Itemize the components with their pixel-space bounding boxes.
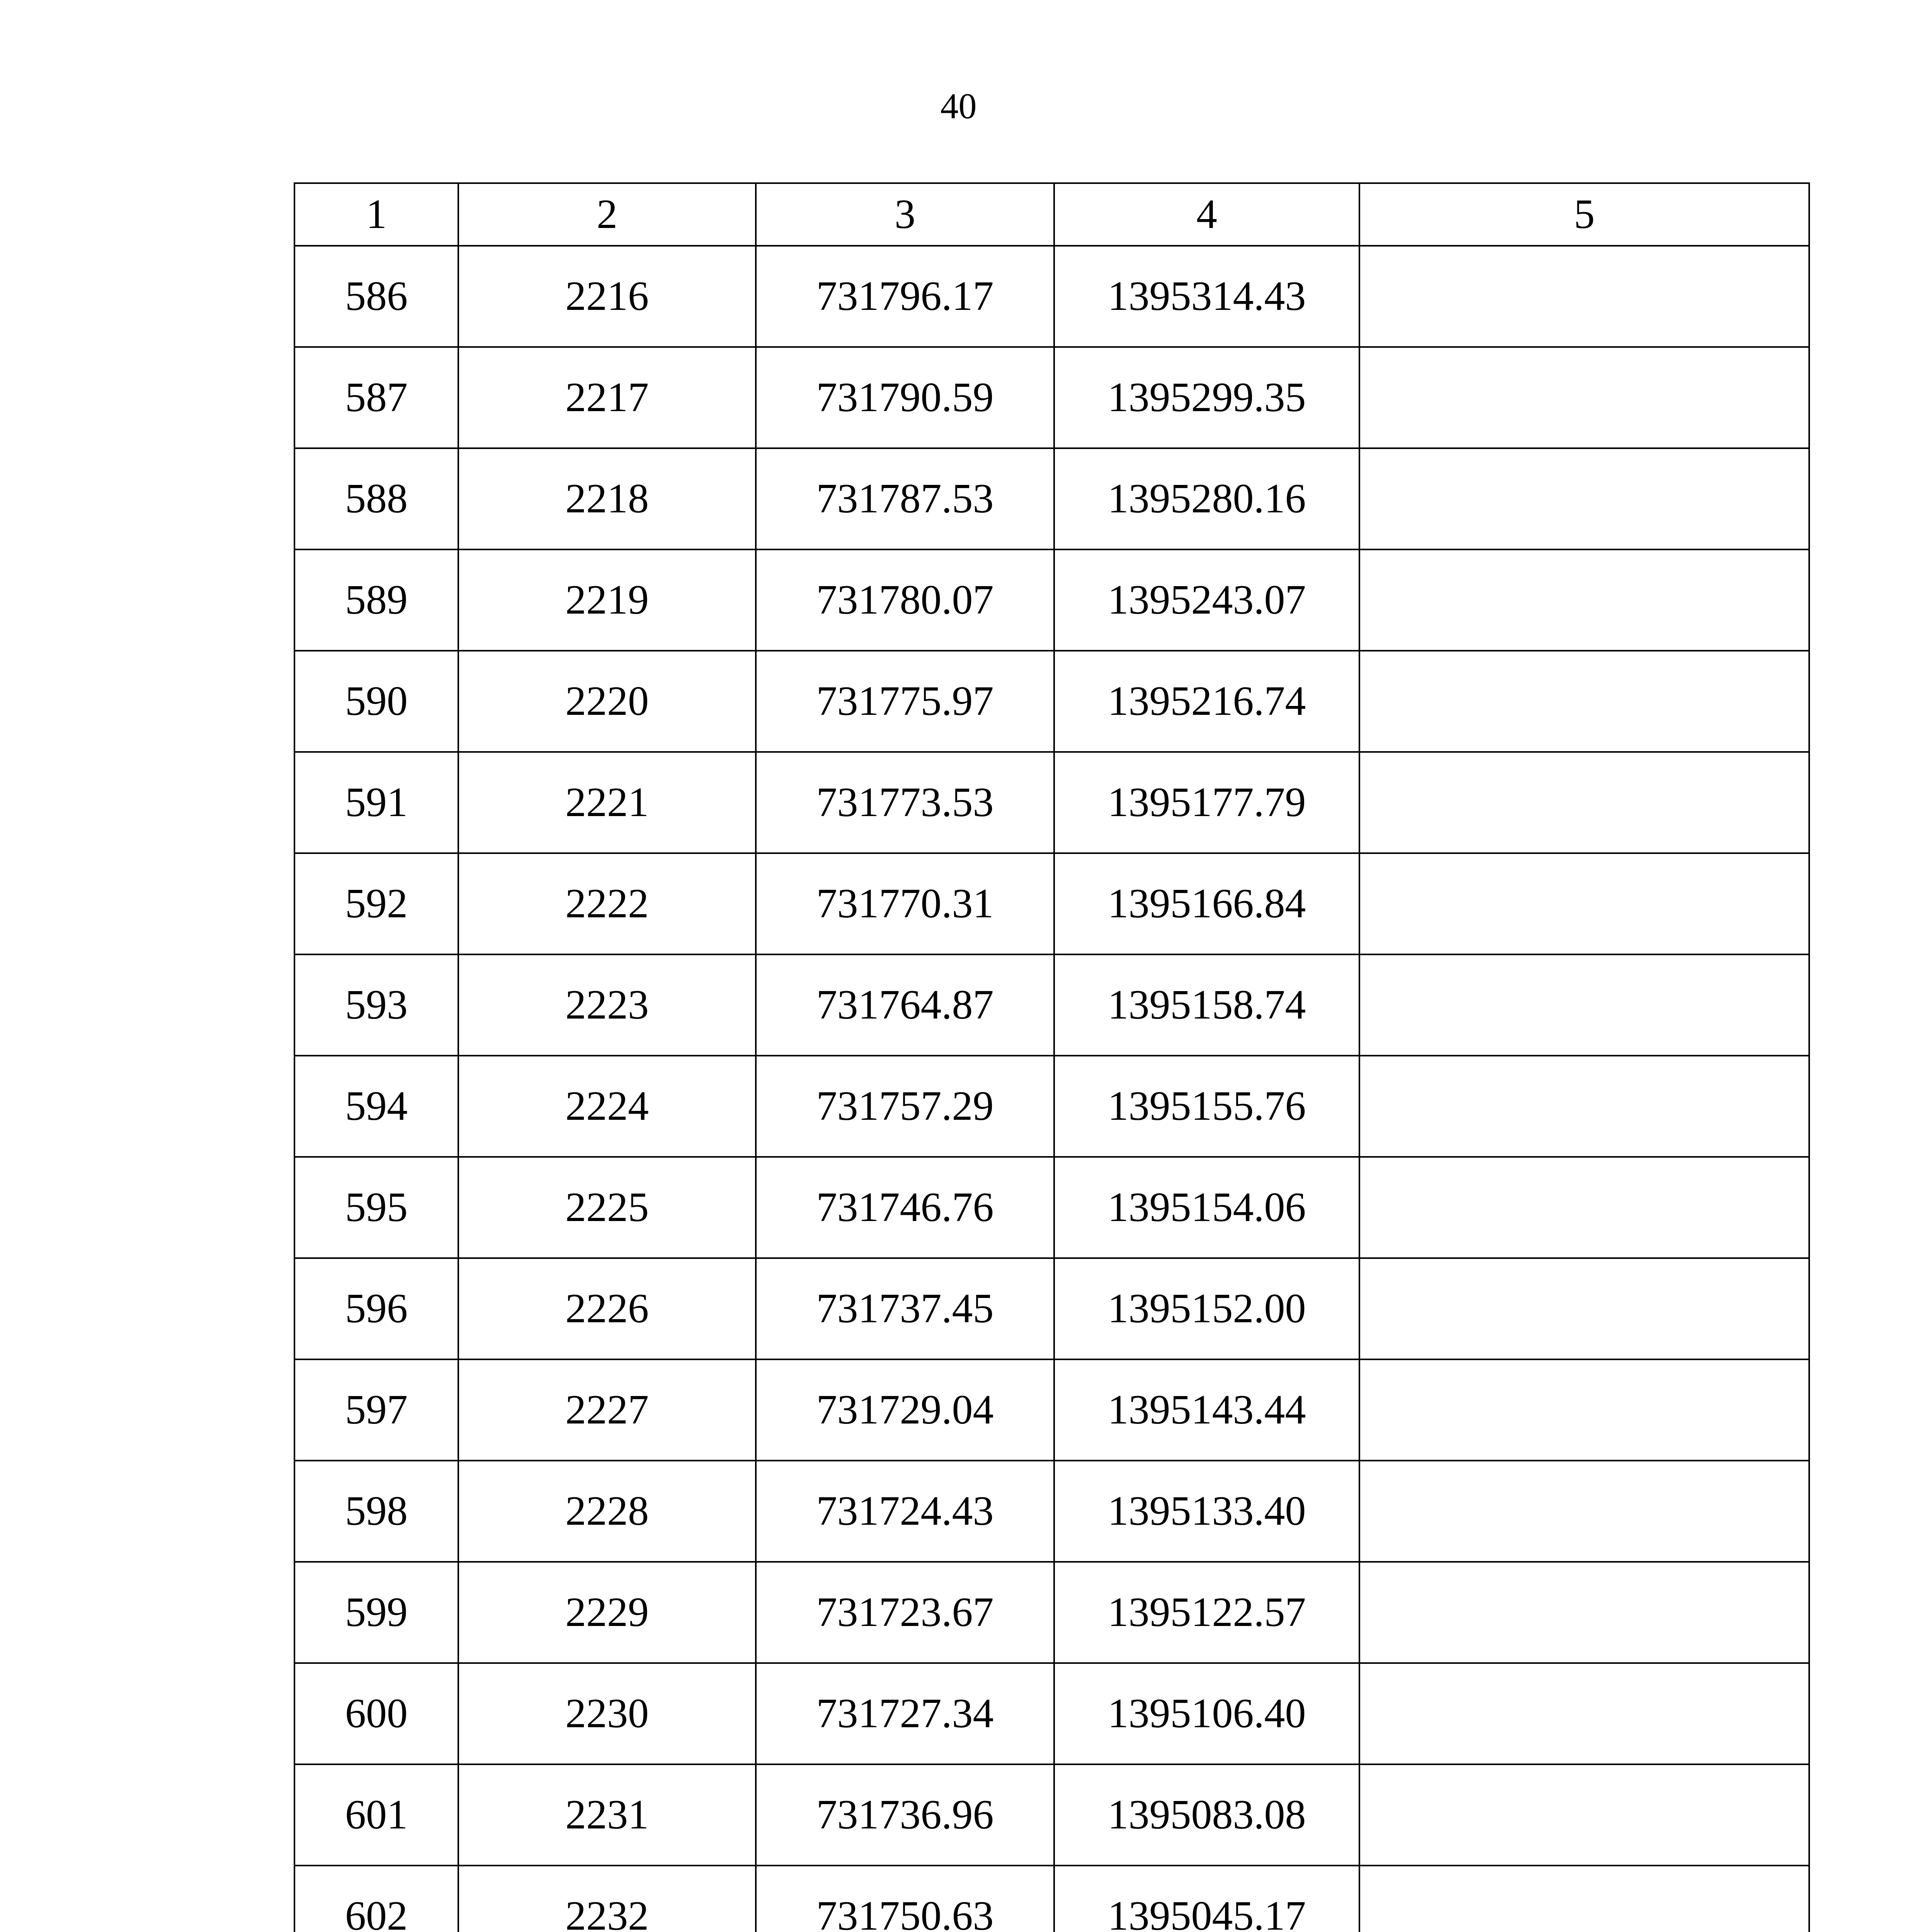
table-cell-col-5 <box>1359 853 1809 954</box>
table-cell-col-3: 731729.04 <box>756 1359 1054 1461</box>
table-cell-col-4: 1395143.44 <box>1054 1359 1359 1461</box>
table-cell-col-4: 1395106.40 <box>1054 1663 1359 1764</box>
table-cell-col-5 <box>1359 1866 1809 1932</box>
table-cell-col-1: 588 <box>294 448 458 549</box>
table-cell-col-3: 731746.76 <box>756 1157 1054 1258</box>
table-cell-col-1: 602 <box>294 1866 458 1932</box>
table-cell-col-3: 731770.31 <box>756 853 1054 954</box>
table-row <box>294 954 1809 1056</box>
table-row <box>294 651 1809 752</box>
table-cell-col-4: 1395166.84 <box>1054 853 1359 954</box>
table-row <box>294 1663 1809 1764</box>
table-cell-col-2: 2229 <box>458 1562 756 1663</box>
table-cell-col-4: 1395045.17 <box>1054 1866 1359 1932</box>
table-cell-col-3: 731790.59 <box>756 347 1054 448</box>
table-body <box>294 246 1809 1932</box>
table-row <box>294 448 1809 549</box>
table-cell-col-4: 1395216.74 <box>1054 651 1359 752</box>
table-cell-col-1: 601 <box>294 1764 458 1866</box>
coordinates-table <box>294 182 1810 1932</box>
table-cell-col-5 <box>1359 347 1809 448</box>
table-cell-col-2: 2225 <box>458 1157 756 1258</box>
table-cell-col-4: 1395122.57 <box>1054 1562 1359 1663</box>
table-cell-col-3: 731737.45 <box>756 1258 1054 1359</box>
table-cell-col-1: 598 <box>294 1461 458 1562</box>
table-row <box>294 1157 1809 1258</box>
table-cell-col-2: 2216 <box>458 246 756 347</box>
table-cell-col-5 <box>1359 651 1809 752</box>
table-cell-col-2: 2226 <box>458 1258 756 1359</box>
table-cell-col-1: 592 <box>294 853 458 954</box>
table-cell-col-1: 599 <box>294 1562 458 1663</box>
table-cell-col-4: 1395177.79 <box>1054 752 1359 853</box>
table-cell-col-5 <box>1359 549 1809 651</box>
table-row <box>294 1461 1809 1562</box>
table-cell-col-3: 731723.67 <box>756 1562 1054 1663</box>
table-cell-col-3: 731750.63 <box>756 1866 1054 1932</box>
table-cell-col-1: 590 <box>294 651 458 752</box>
column-header-2: 2 <box>458 183 756 246</box>
table-cell-col-2: 2220 <box>458 651 756 752</box>
table-cell-col-2: 2219 <box>458 549 756 651</box>
table-row <box>294 347 1809 448</box>
table-cell-col-3: 731796.17 <box>756 246 1054 347</box>
table-cell-col-1: 596 <box>294 1258 458 1359</box>
table-cell-col-3: 731727.34 <box>756 1663 1054 1764</box>
table-cell-col-5 <box>1359 1056 1809 1157</box>
table-cell-col-3: 731787.53 <box>756 448 1054 549</box>
table-cell-col-5 <box>1359 1157 1809 1258</box>
table-cell-col-3: 731736.96 <box>756 1764 1054 1866</box>
table-cell-col-2: 2232 <box>458 1866 756 1932</box>
table-cell-col-2: 2227 <box>458 1359 756 1461</box>
table-row <box>294 549 1809 651</box>
table-cell-col-3: 731764.87 <box>756 954 1054 1056</box>
table-cell-col-4: 1395280.16 <box>1054 448 1359 549</box>
table-row <box>294 246 1809 347</box>
table-row <box>294 1359 1809 1461</box>
table-cell-col-2: 2217 <box>458 347 756 448</box>
table-cell-col-1: 587 <box>294 347 458 448</box>
table-cell-col-5 <box>1359 752 1809 853</box>
table-cell-col-5 <box>1359 246 1809 347</box>
table-row <box>294 853 1809 954</box>
table-cell-col-4: 1395243.07 <box>1054 549 1359 651</box>
table-cell-col-5 <box>1359 1359 1809 1461</box>
table-row <box>294 1056 1809 1157</box>
table-cell-col-4: 1395083.08 <box>1054 1764 1359 1866</box>
page-number: 40 <box>940 86 977 126</box>
table-cell-col-1: 593 <box>294 954 458 1056</box>
table-cell-col-5 <box>1359 1258 1809 1359</box>
table-cell-col-1: 597 <box>294 1359 458 1461</box>
table-cell-col-2: 2231 <box>458 1764 756 1866</box>
table-cell-col-4: 1395152.00 <box>1054 1258 1359 1359</box>
table-cell-col-2: 2224 <box>458 1056 756 1157</box>
table-row <box>294 1258 1809 1359</box>
table-cell-col-3: 731780.07 <box>756 549 1054 651</box>
column-header-1: 1 <box>294 183 458 246</box>
table-cell-col-4: 1395155.76 <box>1054 1056 1359 1157</box>
table-cell-col-5 <box>1359 448 1809 549</box>
column-header-4: 4 <box>1054 183 1359 246</box>
table-cell-col-3: 731757.29 <box>756 1056 1054 1157</box>
table-cell-col-2: 2230 <box>458 1663 756 1764</box>
table-cell-col-1: 591 <box>294 752 458 853</box>
table-cell-col-1: 595 <box>294 1157 458 1258</box>
table-cell-col-1: 594 <box>294 1056 458 1157</box>
table-cell-col-4: 1395133.40 <box>1054 1461 1359 1562</box>
column-header-5: 5 <box>1359 183 1809 246</box>
table-cell-col-5 <box>1359 1764 1809 1866</box>
table-cell-col-2: 2222 <box>458 853 756 954</box>
column-header-3: 3 <box>756 183 1054 246</box>
table-cell-col-4: 1395154.06 <box>1054 1157 1359 1258</box>
table-cell-col-1: 586 <box>294 246 458 347</box>
table-cell-col-3: 731775.97 <box>756 651 1054 752</box>
table-row <box>294 1764 1809 1866</box>
table-cell-col-2: 2218 <box>458 448 756 549</box>
table-row <box>294 1866 1809 1932</box>
table-cell-col-3: 731773.53 <box>756 752 1054 853</box>
table-cell-col-4: 1395299.35 <box>1054 347 1359 448</box>
table-header-row <box>294 183 1809 246</box>
table-cell-col-1: 600 <box>294 1663 458 1764</box>
table-cell-col-5 <box>1359 1461 1809 1562</box>
table-row <box>294 1562 1809 1663</box>
table-cell-col-5 <box>1359 1663 1809 1764</box>
table-cell-col-4: 1395314.43 <box>1054 246 1359 347</box>
table-cell-col-4: 1395158.74 <box>1054 954 1359 1056</box>
table-cell-col-5 <box>1359 954 1809 1056</box>
table-cell-col-1: 589 <box>294 549 458 651</box>
table-cell-col-2: 2223 <box>458 954 756 1056</box>
table-cell-col-5 <box>1359 1562 1809 1663</box>
table-cell-col-2: 2228 <box>458 1461 756 1562</box>
table-row <box>294 752 1809 853</box>
table-cell-col-3: 731724.43 <box>756 1461 1054 1562</box>
table-cell-col-2: 2221 <box>458 752 756 853</box>
